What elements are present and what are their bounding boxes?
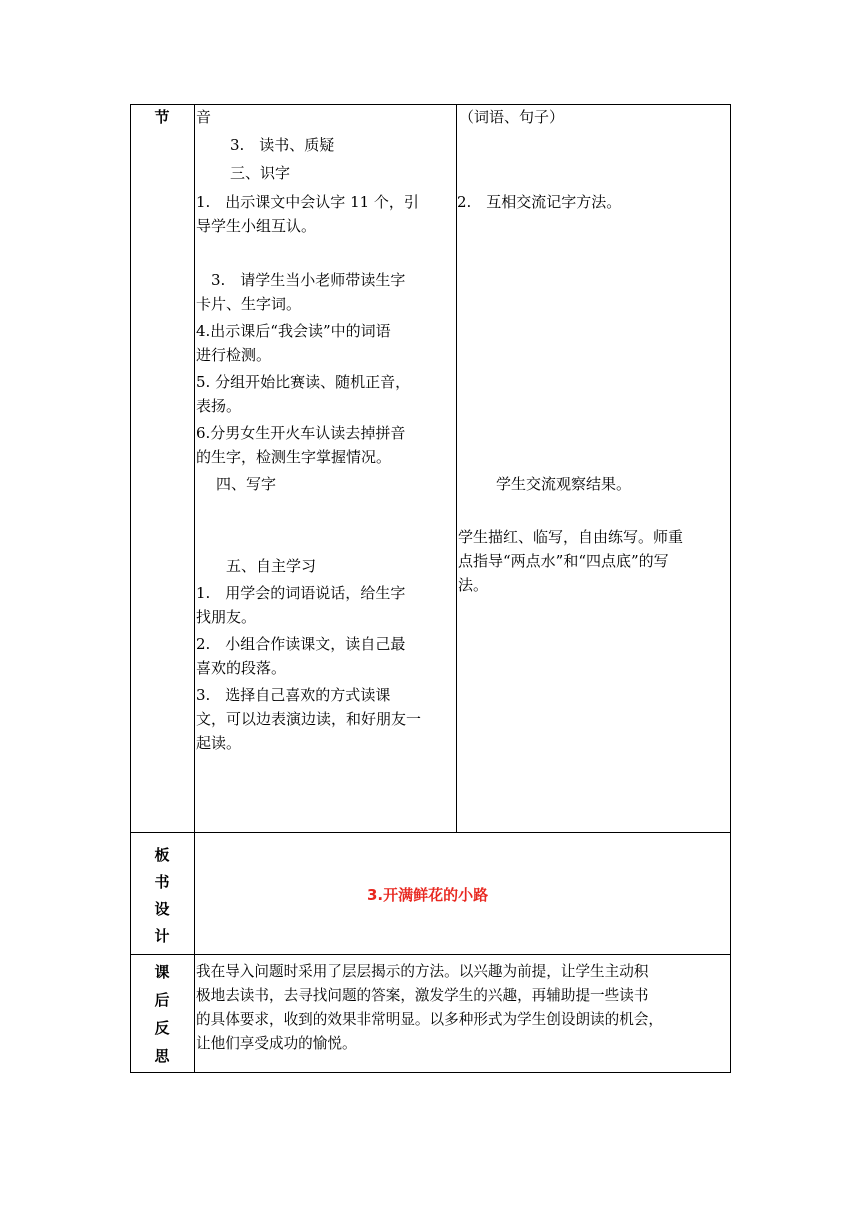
literacy-item-6-line-b: 的生字，检测生字掌握情况。 — [196, 448, 392, 466]
left-line-0: 音 — [196, 108, 212, 126]
self-study-item-3-line-c: 起读。 — [196, 734, 242, 752]
self-study-item-3-line-a: 3. 选择自己喜欢的方式读课 — [196, 686, 391, 704]
literacy-item-1-line-b: 导学生小组互认。 — [196, 217, 317, 235]
literacy-item-5-line-a: 5. 分组开始比赛读、随机正音， — [196, 373, 411, 391]
heading-literacy: 三、识字 — [230, 164, 291, 182]
table-border-bottom — [130, 1072, 731, 1073]
board-row-top — [130, 832, 731, 833]
section-label: 节 — [154, 108, 170, 126]
reflection-line-1: 我在导入问题时采用了层层揭示的方法。以兴趣为前提，让学生主动积 — [196, 963, 649, 980]
self-study-item-2-line-a: 2. 小组合作读课文，读自己最 — [196, 635, 406, 653]
writing-practice-line-c: 法。 — [458, 576, 489, 594]
writing-practice-line-a: 学生描红、临写，自由练写。师重 — [458, 528, 684, 546]
self-study-item-2-line-b: 喜欢的段落。 — [196, 659, 287, 677]
observe-result-text: 学生交流观察结果。 — [496, 475, 632, 493]
reflection-line-3: 的具体要求，收到的效果非常明显。以多种形式为学生创设朗读的机会， — [196, 1011, 664, 1028]
literacy-item-4-line-a: 4.出示课后“我会读”中的词语 — [196, 322, 391, 340]
literacy-item-3-line-b: 卡片、生字词。 — [196, 295, 302, 313]
heading-writing: 四、写字 — [216, 475, 277, 493]
label-column-divider — [194, 104, 195, 1073]
right-line-0: （词语、句子） — [459, 108, 565, 126]
lesson-plan-table: 节 音 3. 读书、质疑 三、识字 1. 出示课文中会认字 11 个，引 导学生小组互认。 3. 请学生当小老师带读生字 卡片、生字词。 4.出示课后“我会读”中的词语 进行检测。 5. 分组开始比赛读、随机正音， 表扬。 6.分男女生开火车认读去掉拼音 的生字，检测生字掌握情况。 四、写字 五、自主学习 1. 用学会的词语说话，给生字 找朋友。 2. 小组合作读课文，读自己最 喜欢的段落。 3. 选择自己喜欢的方式读课 文，可以边表演边读，和好朋友一 起读。 （词语、句子） 2. 互相交流记字方法。 学生交流观察结果。 学生描红、临写，自由练写。师重 点指导“两点水”和“四点底”的写 法。 板 书 设 计 3.开满鲜花的小路 课 后 反 思 我在导入问题时采用了层层揭示的方法。以兴趣为前提，让学生主动积 极地去读书，去寻找问题的答案，激发学生的兴趣，再辅助提一些读书 的具体要求，收到的效果非常明显。以多种形式为学生创设朗读的机会， 让他们享受成功的愉悦。 — [130, 104, 731, 1073]
reflection-line-4: 让他们享受成功的愉悦。 — [196, 1035, 357, 1052]
table-border-right — [730, 104, 731, 1073]
literacy-item-6-line-a: 6.分男女生开火车认读去掉拼音 — [196, 424, 406, 442]
self-study-item-1-line-a: 1. 用学会的词语说话，给生字 — [196, 584, 406, 602]
read-question-item: 3. 读书、质疑 — [230, 136, 335, 154]
writing-practice-line-b: 点指导“两点水”和“四点底”的写 — [458, 552, 669, 570]
literacy-item-5-line-b: 表扬。 — [196, 397, 242, 415]
literacy-item-4-line-b: 进行检测。 — [196, 346, 272, 364]
literacy-item-1-line-a: 1. 出示课文中会认字 11 个，引 — [196, 193, 419, 211]
self-study-item-1-line-b: 找朋友。 — [196, 608, 257, 626]
reflection-row-top — [130, 954, 731, 955]
heading-self-study: 五、自主学习 — [226, 557, 317, 575]
self-study-item-3-line-b: 文，可以边表演边读，和好朋友一 — [196, 710, 422, 728]
reflection-line-2: 极地去读书，去寻找问题的答案，激发学生的兴趣，再辅助提一些读书 — [196, 987, 649, 1004]
table-border-top — [130, 104, 731, 105]
board-title: 3.开满鲜花的小路 — [367, 886, 489, 904]
literacy-item-3-line-a: 3. 请学生当小老师带读生字 — [196, 271, 406, 289]
exchange-method-item: 2. 互相交流记字方法。 — [457, 193, 622, 211]
